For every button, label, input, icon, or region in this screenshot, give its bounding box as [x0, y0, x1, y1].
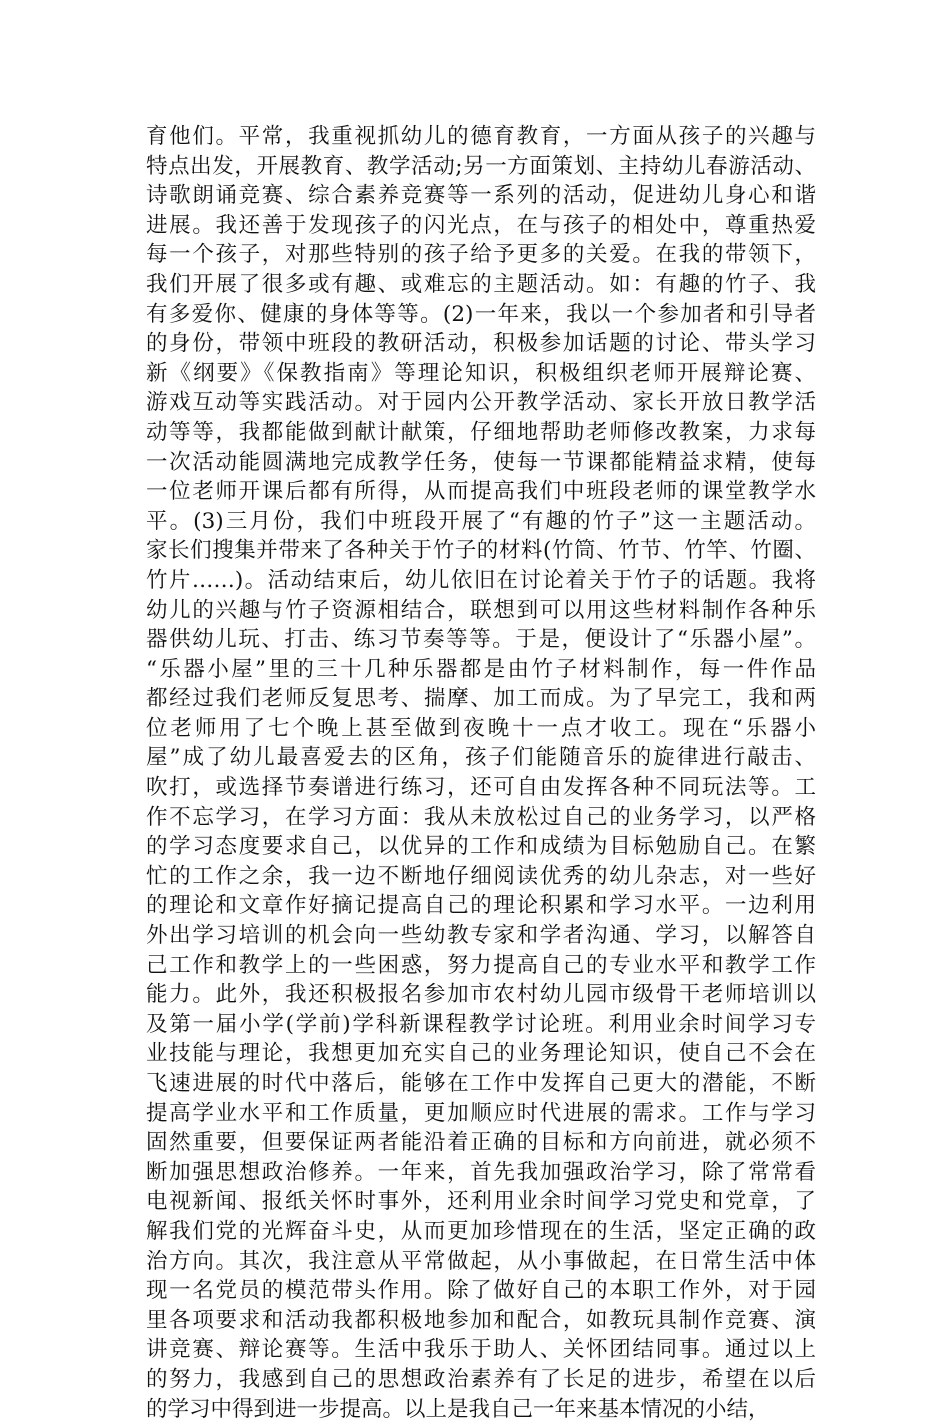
text-line: 的学习态度要求自己，以优异的工作和成绩为目标勉励自己。在繁 [146, 834, 816, 860]
text-line: 己工作和教学上的一些困惑，努力提高自己的专业水平和教学工作 [146, 952, 816, 978]
text-line: 都经过我们老师反复思考、揣摩、加工而成。为了早完工，我和两 [146, 686, 816, 712]
text-line: 能力。此外，我还积极报名参加市农村幼儿园市级骨干老师培训以 [146, 982, 816, 1008]
text-line: 有多爱你、健康的身体等等。(2)一年来，我以一个参加者和引导者 [146, 301, 816, 327]
text-line: 特点出发，开展教育、教学活动;另一方面策划、主持幼儿春游活动、 [146, 153, 816, 179]
text-line: 屋”成了幼儿最喜爱去的区角，孩子们能随音乐的旋律进行敲击、 [146, 745, 816, 771]
text-line: 忙的工作之余，我一边不断地仔细阅读优秀的幼儿杂志，对一些好 [146, 863, 816, 889]
text-line: “乐器小屋”里的三十几种乐器都是由竹子材料制作，每一件作品 [146, 656, 816, 682]
text-line: 讲竞赛、辩论赛等。生活中我乐于助人、关怀团结同事。通过以上 [146, 1337, 816, 1363]
text-line: 新《纲要》《保教指南》等理论知识，积极组织老师开展辩论赛、 [146, 360, 816, 386]
text-line: 幼儿的兴趣与竹子资源相结合，联想到可以用这些材料制作各种乐 [146, 597, 816, 623]
text-line: 的努力，我感到自己的思想政治素养有了长足的进步，希望在以后 [146, 1366, 816, 1392]
text-line: 外出学习培训的机会向一些幼教专家和学者沟通、学习，以解答自 [146, 923, 816, 949]
text-line: 进展。我还善于发现孩子的闪光点，在与孩子的相处中，尊重热爱 [146, 212, 816, 238]
text-line: 提高学业水平和工作质量，更加顺应时代进展的需求。工作与学习 [146, 1100, 816, 1126]
text-line: 吹打，或选择节奏谱进行练习，还可自由发挥各种不同玩法等。工 [146, 775, 816, 801]
text-line: 育他们。平常，我重视抓幼儿的德育教育，一方面从孩子的兴趣与 [146, 124, 816, 149]
text-line: 位老师用了七个晚上甚至做到夜晚十一点才收工。现在“乐器小 [146, 715, 816, 741]
text-line: 一次活动能圆满地完成教学任务，使每一节课都能精益求精，使每 [146, 449, 816, 475]
text-line: 诗歌朗诵竞赛、综合素养竞赛等一系列的活动，促进幼儿身心和谐 [146, 183, 816, 209]
body-text [146, 122, 816, 1424]
text-line: 作不忘学习，在学习方面：我从未放松过自己的业务学习，以严格 [146, 804, 816, 830]
text-line: 治方向。其次，我注意从平常做起，从小事做起，在日常生活中体 [146, 1248, 816, 1274]
text-line: 里各项要求和活动我都积极地参加和配合，如教玩具制作竞赛、演 [146, 1307, 816, 1333]
text-line: 的身份，带领中班段的教研活动，积极参加话题的讨论、带头学习 [146, 331, 816, 357]
text-line: 电视新闻、报纸关怀时事外，还利用业余时间学习党史和党章，了 [146, 1189, 816, 1215]
text-line: 家长们搜集并带来了各种关于竹子的材料(竹筒、竹节、竹竿、竹圈、 [146, 538, 816, 564]
text-line: 一位老师开课后都有所得，从而提高我们中班段老师的课堂教学水 [146, 479, 816, 505]
text-line: 器供幼儿玩、打击、练习节奏等等。于是，便设计了“乐器小屋”。 [146, 627, 816, 653]
text-line: 飞速进展的时代中落后，能够在工作中发挥自己更大的潜能，不断 [146, 1071, 816, 1096]
text-line: 业技能与理论，我想更加充实自己的业务理论知识，使自己不会在 [146, 1041, 816, 1067]
text-line: 动等等，我都能做到献计献策，仔细地帮助老师修改教案，力求每 [146, 419, 816, 445]
text-line: 现一名党员的模范带头作用。除了做好自己的本职工作外，对于园 [146, 1278, 816, 1304]
text-line: 的理论和文章作好摘记提高自己的理论积累和学习水平。一边利用 [146, 893, 816, 919]
text-line: 固然重要，但要保证两者能沿着正确的目标和方向前进，就必须不 [146, 1130, 816, 1156]
text-line: 游戏互动等实践活动。对于园内公开教学活动、家长开放日教学活 [146, 390, 816, 416]
text-line: 解我们党的光辉奋斗史，从而更加珍惜现在的生活，坚定正确的政 [146, 1218, 816, 1244]
text-line: 断加强思想政治修养。一年来，首先我加强政治学习，除了常常看 [146, 1159, 816, 1185]
text-line: 我们开展了很多或有趣、或难忘的主题活动。如：有趣的竹子、我 [146, 271, 816, 297]
text-line: 每一个孩子，对那些特别的孩子给予更多的关爱。在我的带领下， [146, 242, 816, 268]
text-line: 的学习中得到进一步提高。以上是我自己一年来基本情况的小结， [146, 1396, 770, 1422]
text-line: 平。(3)三月份，我们中班段开展了“有趣的竹子”这一主题活动。 [146, 508, 816, 534]
text-line: 竹片……)。活动结束后，幼儿依旧在讨论着关于竹子的话题。我将 [146, 567, 816, 593]
text-line: 及第一届小学(学前)学科新课程教学讨论班。利用业余时间学习专 [146, 1011, 816, 1037]
